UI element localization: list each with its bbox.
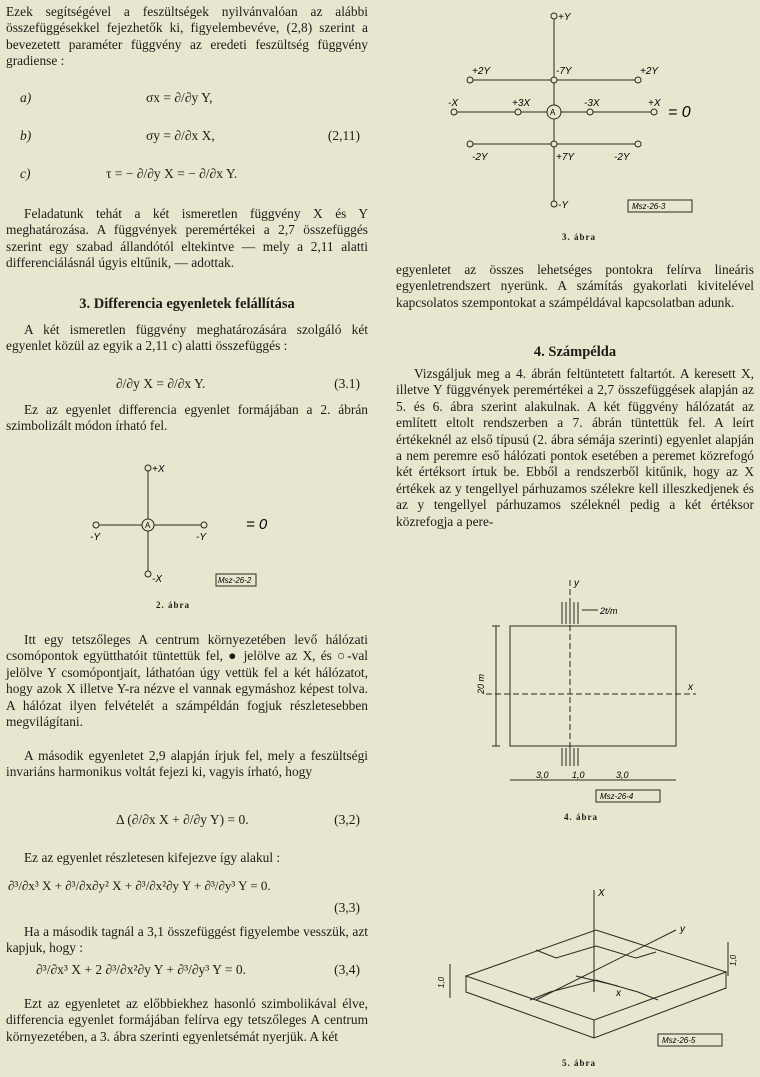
- fig5-dim-left: 1,0: [437, 976, 446, 988]
- paragraph-differencia: Ez az egyenlet differencia egyenlet formájában a 2. ábrán szimbolizált módon írható fel.: [6, 402, 368, 434]
- paragraph-egyenletet: egyenletet az összes lehetséges pontokra felírva lineáris egyenletrendszert nyerünk. A számítás gyakorlati kivitelével kapcsolatos szempontokat a számpéldával kapcsolatban adunk.: [396, 262, 754, 310]
- equation-3-1: ∂/∂y X = ∂/∂x Y.: [116, 376, 206, 391]
- paragraph-reszletesen: Ez az egyenlet részletesen kifejezve így alakul :: [24, 850, 281, 865]
- fig3-lower-right-label: -2Y: [614, 152, 630, 163]
- eq-c-label: c): [20, 166, 31, 181]
- fig4-dim-right: 3,0: [616, 770, 629, 780]
- paragraph-feladatunk: Feladatunk tehát a két ismeretlen függvény X és Y meghatározása. A függvények peremértékei a 2,7 összefüggés szerint egy szabad állandótól eltekintve — mely a 2,11 alatti differenciálásnál úgyis eltűnik, — adottak.: [6, 206, 368, 271]
- fig3-lower-left-label: -2Y: [472, 152, 488, 163]
- fig3-bottom-label: -Y: [558, 200, 568, 211]
- paragraph-vizsgaljuk: Vizsgáljuk meg a 4. ábrán feltüntetett faltartót. A keresett X, illetve Y függvények peremértékei a 2,7 összefüggések alapján az 5. és 6. ábra szerint alakulnak. A két függvény hálózatát az említett eltolt rendszerben a 7. ábrán tüntettük fel. A leírt értékeknél az első típusú (2. ábra sémája szerinti) egyenlet alapján a nem peremre eső hálózati pontok esetében a peremet közrefogó két értéksort írtuk be. Ebből a rendszerből kitűnik, hogy az X értékek az y tengellyel párhuzamos szélekre kell illeszkedjenek és az y tengellyel párhuzamos széleknél pedig a két értéksor közrefogja a pere-: [396, 366, 754, 529]
- fig5-x-axis-label: x: [616, 988, 621, 999]
- paragraph-ezt-az-egyenletet: Ezt az egyenletet az előbbiekhez hasonló szimbolikával élve, differencia egyenlet formájában felírva egy tetszőleges A centrum környezetében, a 3. ábra szerinti egyenletsémát nyerjük. A két: [6, 996, 368, 1044]
- fig2-center-label: A: [145, 521, 151, 530]
- fig4-dim-left: 3,0: [536, 770, 549, 780]
- fig2-tag: Msz-26-2: [218, 576, 252, 585]
- equation-number-3-3: (3,3): [334, 900, 360, 915]
- fig2-top-label: +X: [152, 464, 165, 475]
- figure-2-diagram: [76, 456, 336, 596]
- fig5-tag: Msz-26-5: [662, 1036, 696, 1045]
- fig5-caption: 5. ábra: [562, 1058, 596, 1068]
- section-heading-4: 4. Számpélda: [533, 344, 617, 360]
- fig5-y-axis-label: y: [680, 924, 685, 935]
- equation-2-11c: τ = − ∂/∂y X = − ∂/∂x Y.: [106, 166, 238, 181]
- figure-4-diagram: [466, 576, 726, 766]
- equation-number-3-1: (3.1): [334, 376, 360, 391]
- fig2-right-label: -Y: [196, 532, 206, 543]
- fig2-caption: 2. ábra: [156, 600, 190, 610]
- eq-a-label: a): [20, 90, 32, 105]
- fig4-y-axis-label: y: [574, 578, 579, 589]
- fig3-tag: Msz-26-3: [632, 202, 666, 211]
- fig3-caption: 3. ábra: [562, 232, 596, 242]
- paragraph-ket-ismeretlen: A két ismeretlen függvény meghatározására szolgáló két egyenlet közül az egyik a 2,11 c) alatti összefüggés :: [6, 322, 368, 354]
- equation-3-2: Δ (∂/∂x X + ∂/∂y Y) = 0.: [116, 812, 249, 827]
- equation-number-3-2: (3,2): [334, 812, 360, 827]
- fig2-bottom-label: -X: [152, 574, 162, 585]
- figure-5-diagram: [426, 880, 756, 1050]
- paragraph-ha-a-masodik: Ha a második tagnál a 3,1 összefüggést figyelembe vesszük, azt kapjuk, hogy :: [6, 924, 368, 956]
- equation-2-11a: σx = ∂/∂y Y,: [146, 90, 213, 105]
- fig3-upper-center-label: -7Y: [556, 66, 572, 77]
- equation-number-3-4: (3,4): [334, 962, 360, 977]
- figure-3-diagram: [446, 8, 746, 218]
- fig5-X-axis-label: X: [598, 888, 605, 899]
- equation-2-11b: σy = ∂/∂x X,: [146, 128, 215, 143]
- fig3-upper-right-label: +2Y: [640, 66, 659, 77]
- eq-b-label: b): [20, 128, 32, 143]
- fig3-mid-right-label: +X: [648, 98, 661, 109]
- fig3-mid-center-left-label: +3X: [512, 98, 531, 109]
- equation-3-3: ∂³/∂x³ X + ∂³/∂x∂y² X + ∂³/∂x²∂y Y + ∂³/∂y³ Y = 0.: [8, 878, 271, 893]
- fig3-equals-zero: = 0: [668, 104, 691, 121]
- fig4-tag: Msz-26-4: [600, 792, 634, 801]
- fig3-upper-left-label: +2Y: [472, 66, 491, 77]
- fig4-dim-center: 1,0: [572, 770, 585, 780]
- fig2-left-label: -Y: [90, 532, 100, 543]
- fig2-equals-zero: = 0: [246, 516, 268, 533]
- intro-paragraph: Ezek segítségével a feszültségek nyilvánvalóan az alábbi összefüggésekkel fejezhetők ki, figyelembevéve, (2,8) szerint a bevezetett paraméter függvény az eredeti feszültség függvény gradiense :: [6, 4, 368, 69]
- fig3-center-label: A: [550, 108, 556, 117]
- equation-3-4: ∂³/∂x³ X + 2 ∂³/∂x²∂y Y + ∂³/∂y³ Y = 0.: [36, 962, 246, 977]
- fig4-caption: 4. ábra: [564, 812, 598, 822]
- section-heading-3: 3. Differencia egyenletek felállítása: [79, 296, 295, 312]
- fig5-dim-right: 1,0: [729, 954, 738, 966]
- fig3-top-label: +Y: [558, 12, 571, 23]
- fig3-mid-left-label: -X: [448, 98, 458, 109]
- paragraph-masodik: A második egyenletet 2,9 alapján írjuk fel, mely a feszültségi invariáns harmonikus voltát fejezi ki, vagyis írható, hogy: [6, 748, 368, 780]
- fig4-x-axis-label: x: [688, 682, 693, 693]
- fig3-lower-center-label: +7Y: [556, 152, 575, 163]
- paragraph-itt-egy: Itt egy tetszőleges A centrum környezetében levő hálózati csomópontok együtthatóit tüntettük fel, ● jelölve az X, és ○-val jelölve Y csomópontjait, láthatóan úgy vettük fel a két hálózatot, hogy azok X illetve Y-ra nézve el vannak egymáshoz képest tolva. A hálózat ilyen felvételét a számpéldán fogjuk részletesebben megvilágítani.: [6, 632, 368, 730]
- figure-4-dimensions: [476, 770, 736, 806]
- fig4-load-label: 2t/m: [600, 606, 618, 616]
- equation-number-2-11: (2,11): [327, 128, 360, 143]
- fig4-height-label: 20 m: [476, 673, 486, 694]
- fig3-mid-center-right-label: -3X: [584, 98, 600, 109]
